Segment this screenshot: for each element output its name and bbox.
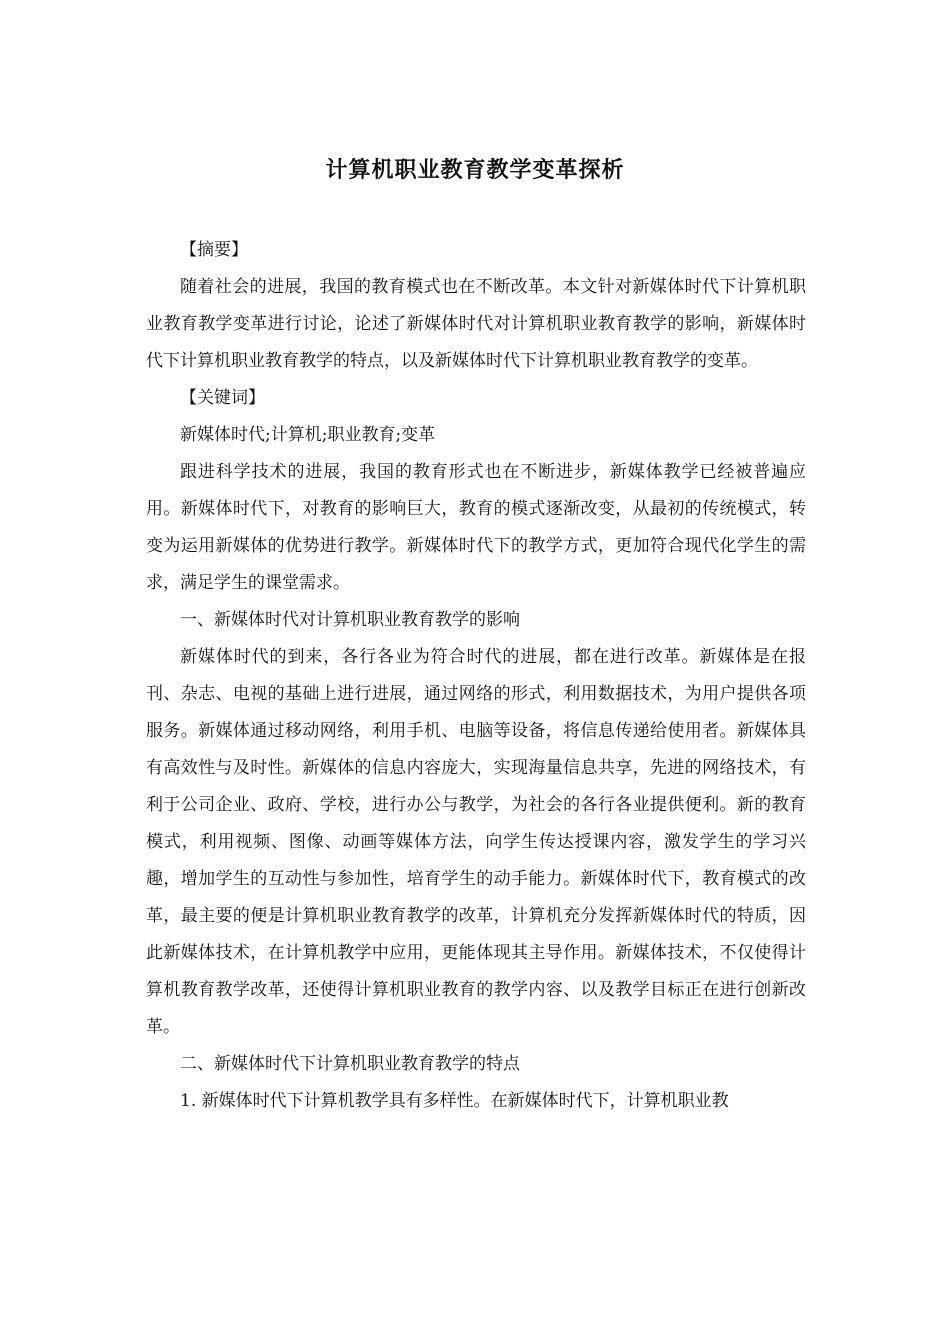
document-body	[146, 232, 806, 1120]
abstract-heading: 【摘要】	[180, 240, 248, 260]
section-heading-2: 二、新媒体时代下计算机职业教育教学的特点	[180, 1054, 520, 1074]
document-title: 计算机职业教育教学变革探析	[325, 157, 625, 183]
section-heading-1: 一、新媒体时代对计算机职业教育教学的影响	[180, 610, 520, 630]
section-1-paragraph: 新媒体时代的到来，各行各业为符合时代的进展，都在进行改革。新媒体是在报刊、杂志、电视的基础上进行进展，通过网络的形式，利用数据技术，为用户提供各项服务。新媒体通过移动网络，利用手机、电脑等设备，将信息传递给使用者。新媒体具有高效性与及时性。新媒体的信息内容庞大，实现海量信息共享，先进的网络技术，有利于公司企业、政府、学校，进行办公与教学，为社会的各行各业提供便利。新的教育模式，利用视频、图像、动画等媒体方法，向学生传达授课内容，激发学生的学习兴趣，增加学生的互动性与参加性，培育学生的动手能力。新媒体时代下，教育模式的改革，最主要的便是计算机职业教育教学的改革，计算机充分发挥新媒体时代的特质，因此新媒体技术，在计算机教学中应用，更能体现其主导作用。新媒体技术，不仅使得计算机教育教学改革，还使得计算机职业教育的教学内容、以及教学目标正在进行创新改革。	[146, 647, 806, 1037]
keywords-paragraph: 新媒体时代;计算机;职业教育;变革	[180, 425, 436, 445]
keywords-heading: 【关键词】	[180, 388, 265, 408]
abstract-paragraph: 随着社会的进展，我国的教育模式也在不断改革。本文针对新媒体时代下计算机职业教育教学变革进行讨论，论述了新媒体时代对计算机职业教育教学的影响，新媒体时代下计算机职业教育教学的特点，以及新媒体时代下计算机职业教育教学的变革。	[146, 277, 806, 371]
intro-paragraph: 跟进科学技术的进展，我国的教育形式也在不断进步，新媒体教学已经被普遍应用。新媒体时代下，对教育的影响巨大，教育的模式逐渐改变，从最初的传统模式，转变为运用新媒体的优势进行教学。新媒体时代下的教学方式，更加符合现代化学生的需求，满足学生的课堂需求。	[146, 462, 806, 593]
section-2-paragraph: 1. 新媒体时代下计算机教学具有多样性。在新媒体时代下，计算机职业教	[180, 1091, 729, 1111]
